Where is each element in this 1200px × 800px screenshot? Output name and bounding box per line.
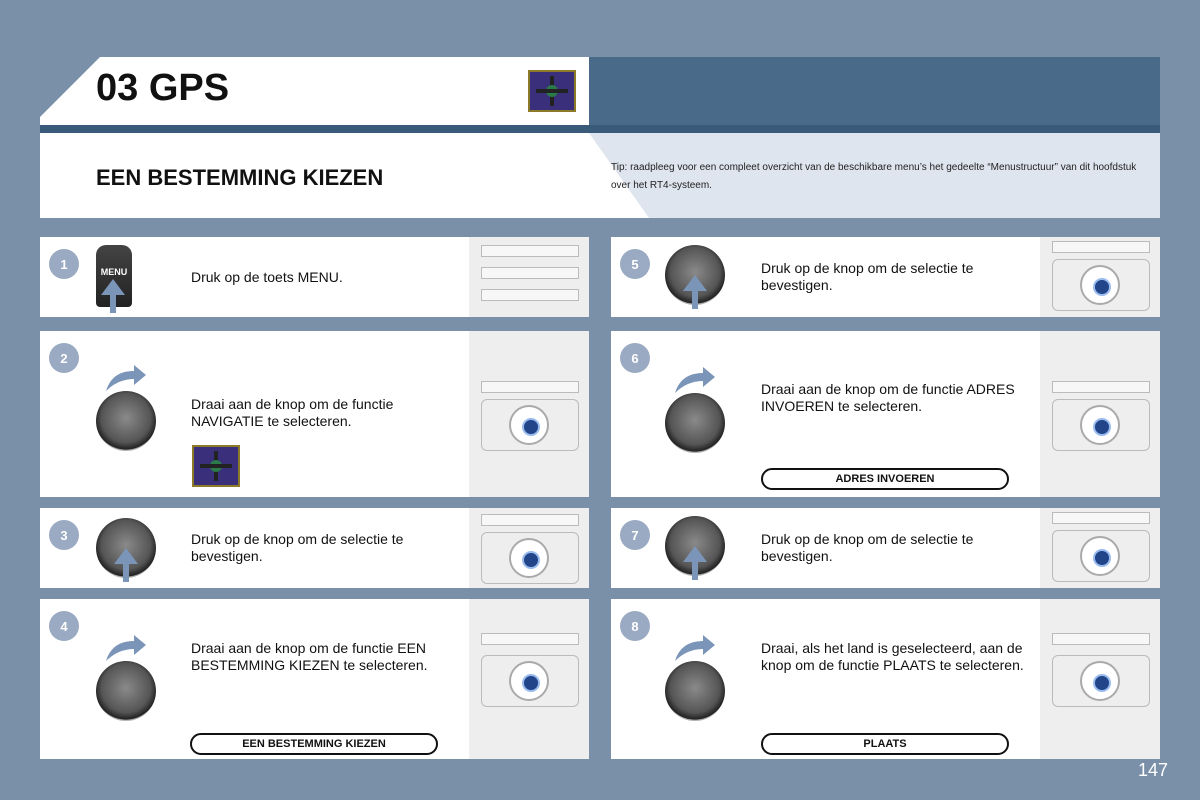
step-text: Druk op de toets MENU. — [191, 269, 343, 285]
step-number: 1 — [49, 249, 79, 279]
rotate-arrow-icon — [671, 365, 717, 395]
radio-panel-icon — [469, 237, 589, 317]
radio-panel-icon — [1040, 331, 1160, 497]
step-card-7 — [611, 508, 1160, 588]
rotary-knob-icon — [665, 661, 725, 721]
page-number: 147 — [1137, 760, 1168, 780]
step-text: Draai aan de knop om de functie NAVIGATIE te selecteren. — [191, 396, 394, 429]
header-left — [40, 57, 589, 125]
press-arrow-icon — [683, 275, 707, 291]
step-card-8 — [611, 599, 1160, 759]
step-number: 2 — [49, 343, 79, 373]
rotate-arrow-icon — [102, 633, 148, 663]
header-right-map — [589, 57, 1160, 125]
gps-navigation-icon — [528, 70, 576, 112]
step-number: 7 — [620, 520, 650, 550]
step-text: Draai aan de knop om de functie EEN BESTEMMING KIEZEN te selecteren. — [191, 640, 428, 673]
step-text: Druk op de knop om de selectie te bevestigen. — [761, 260, 974, 293]
step-number: 8 — [620, 611, 650, 641]
radio-panel-icon — [469, 599, 589, 759]
radio-panel-icon — [469, 508, 589, 588]
radio-panel-icon — [1040, 237, 1160, 317]
press-arrow-stem — [110, 295, 116, 313]
step-text: Draai, als het land is geselecteerd, aan de knop om de functie PLAATS te selecteren. — [761, 640, 1024, 673]
press-arrow-stem — [123, 564, 129, 582]
press-arrow-icon — [101, 279, 125, 295]
step-text: Druk op de knop om de selectie te bevestigen. — [191, 531, 404, 564]
step-text: Draai aan de knop om de functie ADRES INVOEREN te selecteren. — [761, 381, 1015, 414]
rotate-arrow-icon — [102, 363, 148, 393]
radio-panel-icon — [1040, 599, 1160, 759]
display-label-pill: ADRES INVOEREN — [761, 468, 1009, 490]
display-label-pill: EEN BESTEMMING KIEZEN — [190, 733, 438, 755]
step-card-4 — [40, 599, 589, 759]
step-card-3 — [40, 508, 589, 588]
step-card-1 — [40, 237, 589, 317]
step-card-2 — [40, 331, 589, 497]
step-number: 4 — [49, 611, 79, 641]
press-arrow-stem — [692, 291, 698, 309]
rotate-arrow-icon — [671, 633, 717, 663]
step-card-6 — [611, 331, 1160, 497]
press-arrow-icon — [683, 546, 707, 562]
radio-panel-icon — [1040, 508, 1160, 588]
section-header — [40, 133, 589, 218]
step-number: 6 — [620, 343, 650, 373]
display-label-pill: PLAATS — [761, 733, 1009, 755]
step-number: 5 — [620, 249, 650, 279]
rotary-knob-icon — [96, 661, 156, 721]
menu-button-label: MENU — [100, 267, 128, 277]
header-divider — [40, 125, 1160, 133]
rotary-knob-icon — [96, 391, 156, 451]
gps-navigation-icon — [192, 445, 240, 487]
tip-box — [589, 133, 1160, 218]
tip-text: Tip: raadpleeg voor een compleet overzicht van de beschikbare menu’s het gedeelte “Menustructuur” van dit hoofdstuk over het RT4-systeem. — [611, 162, 1137, 191]
radio-panel-icon — [469, 331, 589, 497]
press-arrow-icon — [114, 548, 138, 564]
rotary-knob-icon — [665, 393, 725, 453]
step-number: 3 — [49, 520, 79, 550]
press-arrow-stem — [692, 562, 698, 580]
step-text: Druk op de knop om de selectie te bevestigen. — [761, 531, 974, 564]
page-title: 03 GPS — [96, 67, 230, 109]
section-title: EEN BESTEMMING KIEZEN — [96, 165, 384, 190]
step-card-5 — [611, 237, 1160, 317]
